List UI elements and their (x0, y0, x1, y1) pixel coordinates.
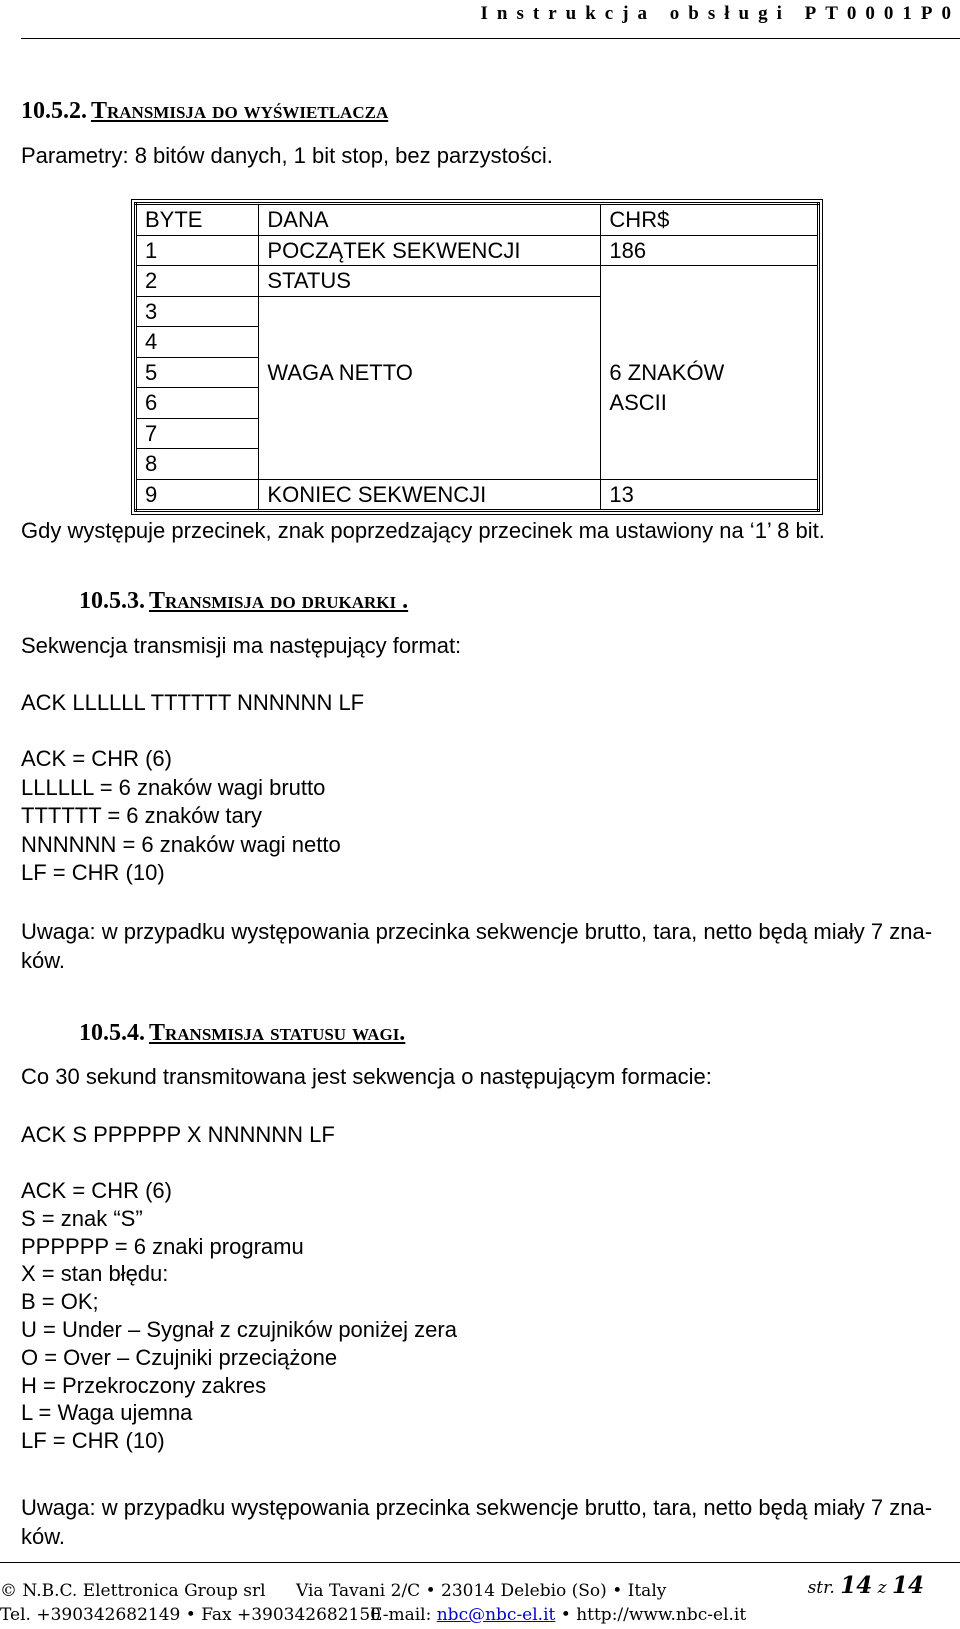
display-transmission-table (134, 202, 820, 512)
table-cell-chr (601, 449, 819, 480)
table-cell-byte: 3 (136, 296, 259, 327)
printer-note (21, 918, 932, 975)
table-row (136, 449, 819, 480)
table-cell-chr: 186 (601, 235, 819, 266)
table-header-byte: BYTE (136, 204, 259, 236)
table-cell-chr: 13 (601, 479, 819, 511)
definition-line: ACK = CHR (6) (21, 746, 172, 771)
table-row (136, 388, 819, 419)
header-divider (21, 38, 960, 39)
section-number: 10.5.4. (79, 1020, 145, 1046)
table-cell-byte: 4 (136, 327, 259, 358)
page-prefix: str. (807, 1578, 835, 1598)
printer-definitions (21, 745, 341, 888)
table-cell-chr (601, 327, 819, 358)
table-row (136, 479, 819, 511)
definition-line: LF = CHR (10) (21, 1428, 165, 1454)
table-row (136, 296, 819, 327)
table-cell-byte: 9 (136, 479, 259, 511)
definition-line: H = Przekroczony zakres (21, 1372, 267, 1398)
definition-line: S = znak “S” (21, 1205, 143, 1231)
definition-line: LLLLLL = 6 znaków wagi brutto (21, 774, 326, 800)
note-line: Uwaga: w przypadku występowania przecinka sekwencje brutto, tara, netto będą miały 7 zna- (21, 1495, 933, 1520)
printer-intro: Sekwencja transmisji ma następujący format: (21, 633, 462, 658)
table-row (136, 357, 819, 388)
definition-line: L = Waga ujemna (21, 1400, 193, 1426)
printer-format: ACK LLLLLL TTTTTT NNNNNN LF (21, 690, 365, 715)
section-number: 10.5.2. (21, 98, 87, 124)
table-cell-dana (259, 327, 601, 358)
table-cell-byte: 7 (136, 418, 259, 449)
table-cell-chr: 6 ZNAKÓW (601, 357, 819, 388)
status-definitions (21, 1177, 457, 1455)
definition-line: X = stan błędu: (21, 1261, 169, 1287)
table-cell-dana (259, 388, 601, 419)
section-title: Transmisja statusu wagi. (149, 1020, 406, 1046)
section-heading-10-5-2 (21, 98, 388, 125)
table-cell-dana (259, 296, 601, 327)
table-row (136, 235, 819, 266)
comma-note: Gdy występuje przecinek, znak poprzedzający przecinek ma ustawiony na ‘1’ 8 bit. (21, 518, 825, 543)
footer-email-link[interactable]: nbc@nbc-el.it (436, 1605, 556, 1625)
table-cell-chr (601, 266, 819, 297)
table-cell-dana (259, 418, 601, 449)
table-cell-byte: 6 (136, 388, 259, 419)
transmission-parameters: Parametry: 8 bitów danych, 1 bit stop, bez parzystości. (21, 143, 553, 168)
page-current: 14 (840, 1572, 873, 1599)
table-cell-chr (601, 418, 819, 449)
status-intro: Co 30 sekund transmitowana jest sekwencja o następującym formacie: (21, 1064, 712, 1089)
table-cell-dana (259, 449, 601, 480)
section-title: Transmisja do drukarki . (149, 588, 409, 614)
definition-line: U = Under – Sygnał z czujników poniżej zera (21, 1316, 457, 1342)
definition-line: O = Over – Czujniki przeciążone (21, 1344, 338, 1370)
footer-email-label: E-mail: (370, 1605, 432, 1625)
definition-line: B = OK; (21, 1289, 99, 1315)
definition-line: ACK = CHR (6) (21, 1178, 172, 1203)
note-line: ków. (21, 947, 66, 973)
table-header-chr: CHR$ (601, 204, 819, 236)
page-total: 14 (891, 1572, 924, 1599)
table-row (136, 266, 819, 297)
table-cell-chr: ASCII (601, 388, 819, 419)
footer-divider (0, 1562, 960, 1563)
status-format: ACK S PPPPPP X NNNNNN LF (21, 1122, 335, 1147)
table-cell-dana: POCZĄTEK SEKWENCJI (259, 235, 601, 266)
table-cell-dana: STATUS (259, 266, 601, 297)
table-cell-byte: 1 (136, 235, 259, 266)
table-cell-byte: 8 (136, 449, 259, 480)
note-line: Uwaga: w przypadku występowania przecinka sekwencje brutto, tara, netto będą miały 7 zna- (21, 919, 933, 944)
page-separator: z (877, 1578, 887, 1598)
footer-tel-fax: Tel. +390342682149 • Fax +390342682150 (0, 1605, 381, 1625)
document-header-title: Instrukcja obsługi PT0001P0 (480, 3, 960, 24)
section-number: 10.5.3. (79, 588, 145, 614)
table-cell-chr (601, 296, 819, 327)
footer-company: © N.B.C. Elettronica Group srl (0, 1581, 266, 1601)
table-cell-byte: 2 (136, 266, 259, 297)
table-row (136, 327, 819, 358)
table-header-dana: DANA (259, 204, 601, 236)
definition-line: TTTTTT = 6 znaków tary (21, 803, 263, 829)
definition-line: NNNNNN = 6 znaków wagi netto (21, 831, 341, 857)
section-heading-10-5-4 (79, 1020, 405, 1047)
table-cell-dana: WAGA NETTO (259, 357, 601, 388)
table-cell-dana: KONIEC SEKWENCJI (259, 479, 601, 511)
status-note (21, 1494, 932, 1551)
section-title: Transmisja do wyświetlacza (91, 98, 389, 124)
note-line: ków. (21, 1523, 66, 1549)
section-heading-10-5-3 (79, 588, 408, 615)
footer-contact (370, 1605, 746, 1625)
page-number (808, 1572, 924, 1599)
definition-line: LF = CHR (10) (21, 860, 165, 886)
footer-website: • http://www.nbc-el.it (560, 1605, 747, 1625)
definition-line: PPPPPP = 6 znaki programu (21, 1233, 304, 1259)
table-cell-byte: 5 (136, 357, 259, 388)
footer-address: Via Tavani 2/C • 23014 Delebio (So) • Italy (296, 1581, 667, 1601)
table-row (136, 418, 819, 449)
table-header-row (136, 204, 819, 236)
